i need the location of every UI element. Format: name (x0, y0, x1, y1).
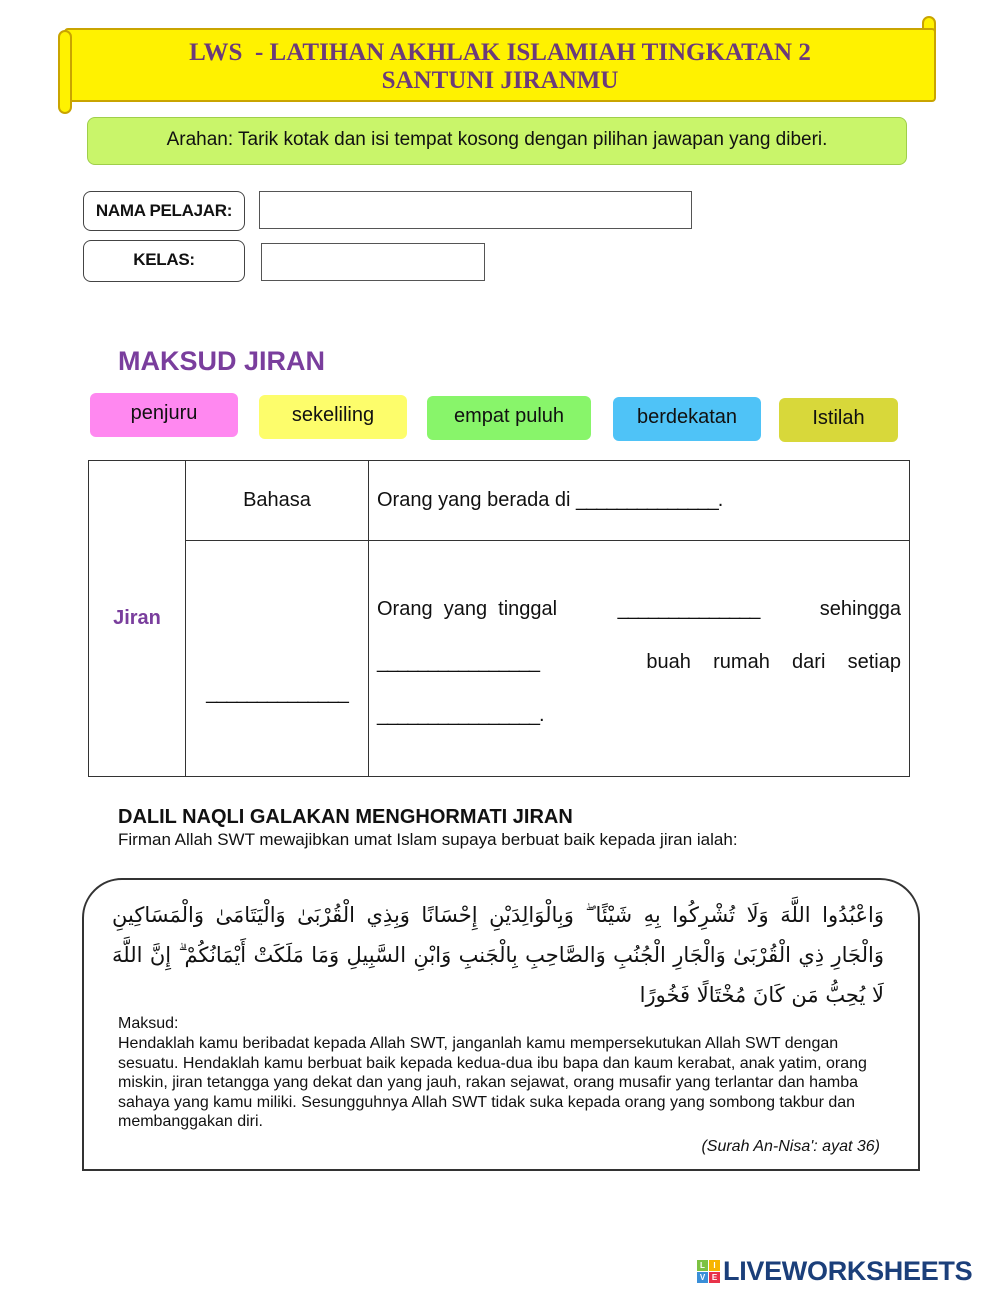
choice-empat-puluh[interactable]: empat puluh (427, 396, 591, 440)
istilah-text-2: sehingga (819, 598, 901, 620)
blank-drop-zone[interactable] (186, 541, 369, 777)
section-title-dalil: DALIL NAQLI GALAKAN MENGHORMATI JIRAN (118, 806, 573, 828)
name-input[interactable] (259, 191, 692, 229)
blank-drop-zone[interactable]: ______________ (617, 598, 760, 620)
class-input[interactable] (261, 243, 485, 281)
logo-letter: E (709, 1272, 720, 1283)
title-banner (64, 28, 936, 102)
arabic-verse: وَاعْبُدُوا اللَّهَ وَلَا تُشْرِكُوا بِهِ شَيْئًا ۖ وَبِالْوَالِدَيْنِ إِحْسَانًا وَبِذِي الْقُرْبَىٰ وَالْيَتَامَىٰ وَالْمَسَاكِينِ وَالْجَارِ ذِي الْقُرْبَىٰ وَالْجَارِ الْجُنُبِ وَالصَّاحِبِ بِالْجَنبِ وَابْنِ السَّبِيلِ وَمَا مَلَكَتْ أَيْمَانُكُمْ ۗ إِنَّ اللَّهَ لَا يُحِبُّ مَن كَانَ مُخْتَالًا فَخُورًا (112, 903, 884, 1007)
istilah-definition (369, 541, 910, 777)
bahasa-definition (369, 461, 910, 541)
title-line-1: LWS - LATIHAN AKHLAK ISLAMIAH TINGKATAN 2 (189, 39, 811, 66)
meaning-text: Hendaklah kamu beribadat kepada Allah SWT, janganlah kamu mempersekutukan Allah SWT dengan sesuatu. Hendaklah kamu berbuat baik kepada kedua-dua ibu bapa dan kaum kerabat, anak yatim, orang miskin, jiran tetangga yang dekat dan yang jauh, rakan sejawat, orang musafir yang terlantar dan hamba sahaya yang kamu miliki. Sesungguhnya Allah SWT tidak suka kepada orang yang sombong takbur dan membanggakan diri. (118, 1035, 867, 1130)
logo-letter: I (709, 1260, 720, 1271)
name-label: NAMA PELAJAR: (83, 191, 245, 231)
logo-letter: L (697, 1260, 708, 1271)
dalil-intro: Firman Allah SWT mewajibkan umat Islam supaya berbuat baik kepada jiran ialah: (118, 830, 738, 849)
istilah-text-3: buah rumah dari setiap (646, 651, 901, 673)
liveworksheets-logo (697, 1256, 972, 1287)
logo-text: LIVEWORKSHEETS (723, 1256, 973, 1286)
blank-drop-zone[interactable]: ________________. (377, 704, 544, 726)
choice-istilah[interactable]: Istilah (779, 398, 898, 442)
definition-table (88, 460, 910, 777)
choice-penjuru[interactable]: penjuru (90, 393, 238, 437)
class-label: KELAS: (83, 240, 245, 282)
bahasa-text: Orang yang berada di (377, 489, 571, 511)
instruction-box: Arahan: Tarik kotak dan isi tempat kosong dengan pilihan jawapan yang diberi. (87, 117, 907, 165)
blank-line[interactable]: ______________ (206, 682, 348, 704)
row-label-bahasa: Bahasa (186, 461, 369, 541)
blank-drop-zone[interactable]: ________________ (377, 651, 539, 673)
section-title-maksud-jiran: MAKSUD JIRAN (118, 346, 326, 376)
choice-sekeliling[interactable]: sekeliling (259, 395, 407, 439)
verse-source: (Surah An-Nisa': ayat 36) (701, 1138, 880, 1155)
blank-drop-zone[interactable]: ______________. (576, 489, 723, 511)
term-jiran: Jiran (89, 461, 186, 777)
banner-scroll-curl (58, 30, 72, 114)
live-blocks-icon (697, 1260, 720, 1283)
choice-berdekatan[interactable]: berdekatan (613, 397, 761, 441)
istilah-text-1: Orang yang tinggal (377, 598, 558, 620)
logo-letter: V (697, 1272, 708, 1283)
meaning-label: Maksud: (118, 1015, 179, 1032)
title-line-2: SANTUNI JIRANMU (381, 67, 619, 94)
